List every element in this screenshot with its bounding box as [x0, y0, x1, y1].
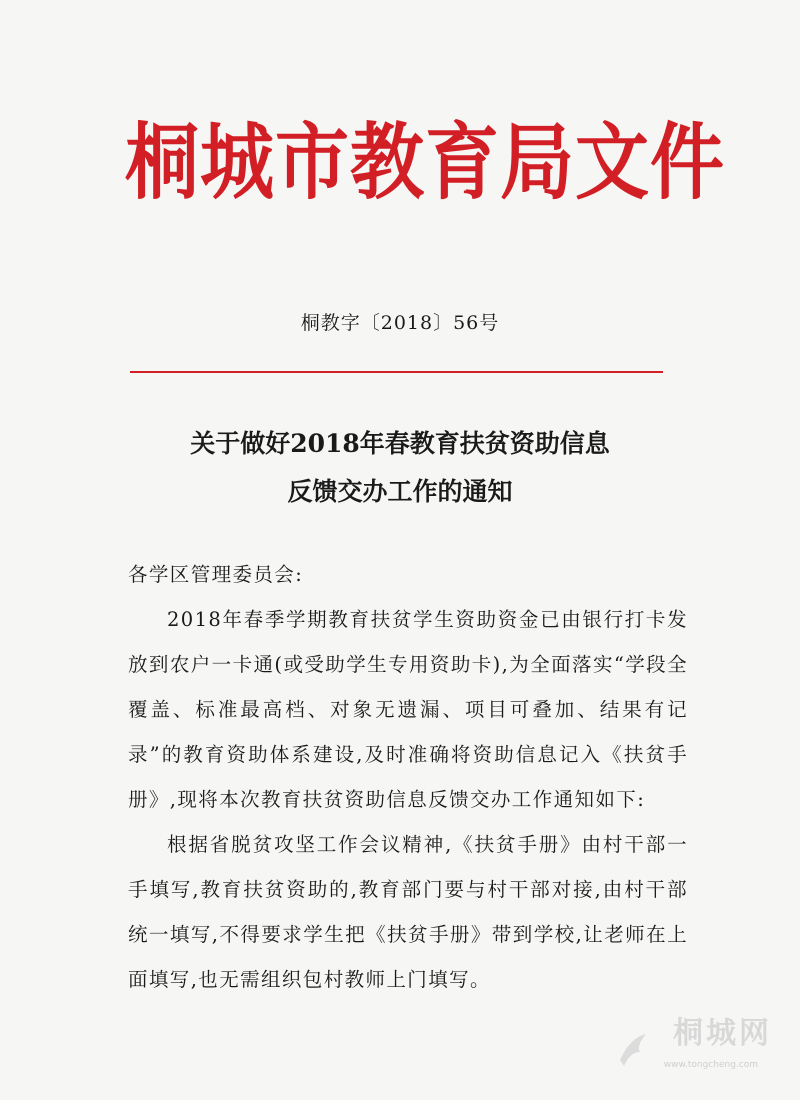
notice-body: [128, 552, 688, 1002]
red-divider-line: [130, 371, 663, 373]
watermark-url: www.tongcheng.com: [663, 1060, 758, 1070]
document-number: 桐教字〔2018〕56号: [300, 312, 500, 334]
issuer-header-title: 桐城市教育局文件: [125, 114, 725, 212]
watermark-logo-icon: [616, 1030, 650, 1070]
notice-title-line-2: 反馈交办工作的通知: [287, 477, 513, 506]
watermark-site-name: 桐城网: [673, 1016, 772, 1051]
notice-title: [0, 420, 800, 516]
body-paragraph-2: 根据省脱贫攻坚工作会议精神,《扶贫手册》由村干部一手填写,教育扶贫资助的,教育部门要与村干部对接,由村干部统一填写,不得要求学生把《扶贫手册》带到学校,让老师在上面填写,也无需组织包村教师上门填写。: [128, 833, 688, 991]
body-paragraph-1: 2018年春季学期教育扶贫学生资助资金已由银行打卡发放到农户一卡通(或受助学生专用资助卡),为全面落实“学段全覆盖、标准最高档、对象无遗漏、项目可叠加、结果有记录”的教育资助体系建设,及时准确将资助信息记入《扶贫手册》,现将本次教育扶贫资助信息反馈交办工作通知如下:: [128, 608, 688, 811]
salutation: 各学区管理委员会:: [128, 563, 304, 586]
notice-title-line-1: 关于做好2018年春教育扶贫资助信息: [190, 429, 610, 458]
